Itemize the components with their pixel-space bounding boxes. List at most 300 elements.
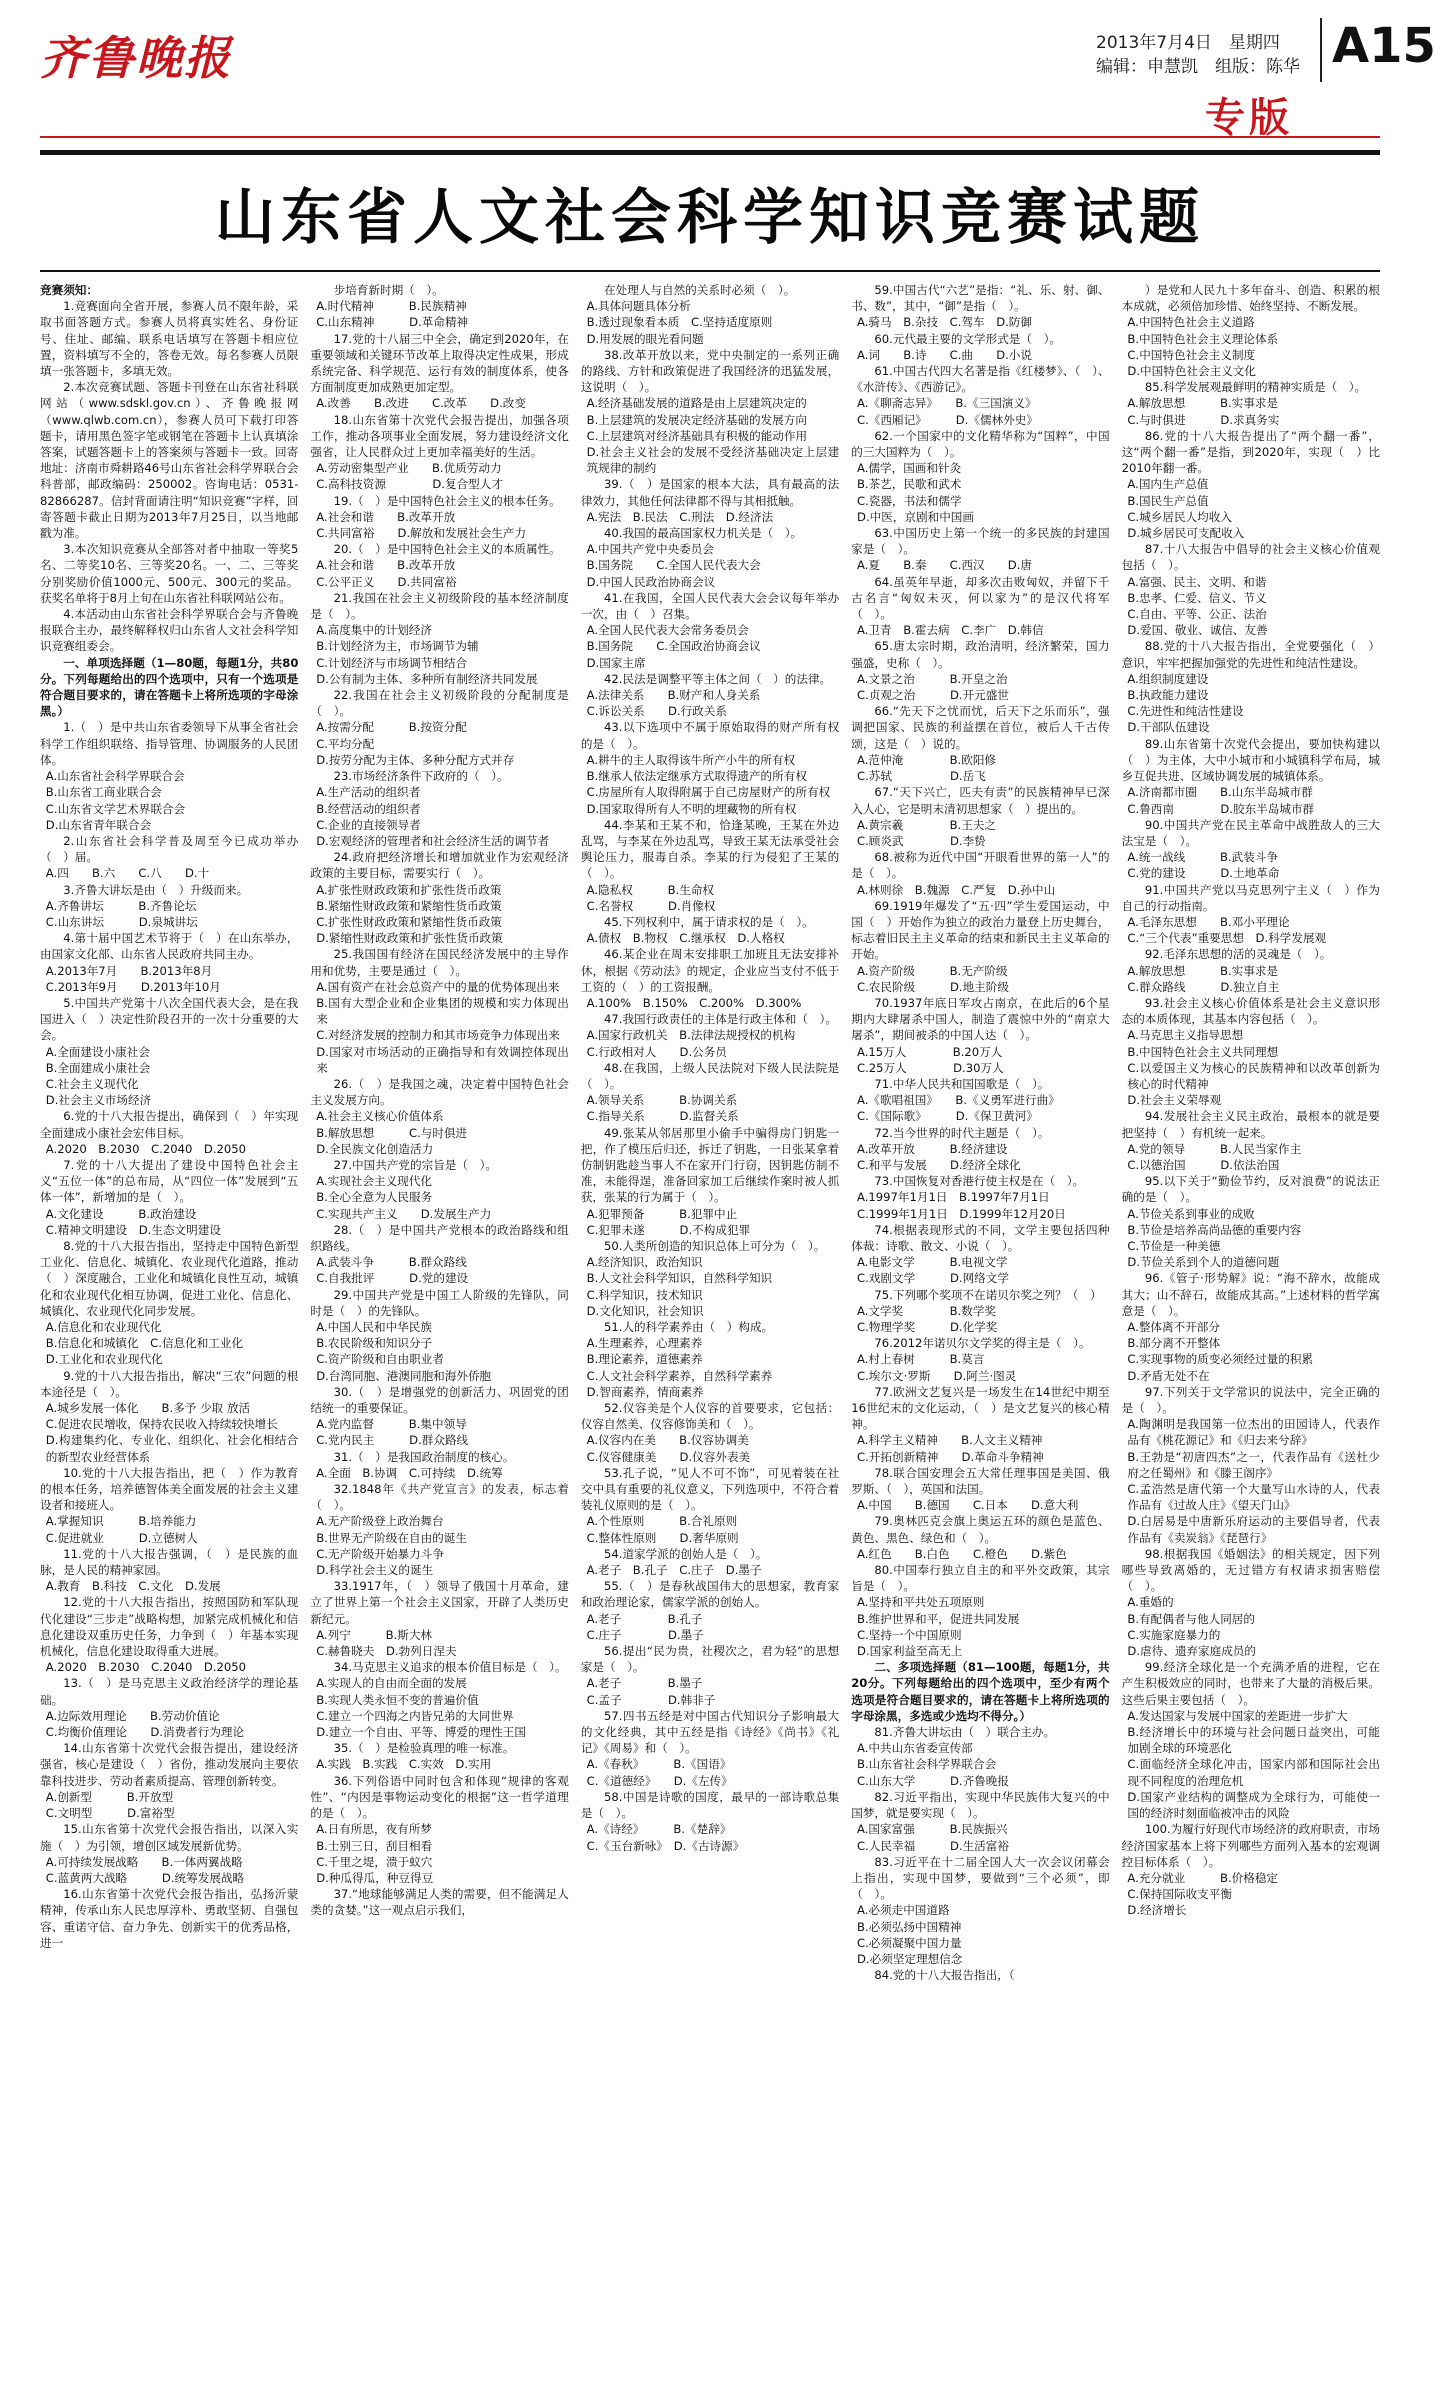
answer-option: C.人民幸福 D.生活富裕 xyxy=(857,1838,1009,1853)
answer-option: C.2013年9月 D.2013年10月 xyxy=(45,979,221,994)
answer-option: A.坚持和平共处五项原则 xyxy=(857,1595,985,1610)
answer-option: A.社会和谐 B.改革开放 xyxy=(316,509,456,524)
answer-option: A.党的领导 B.人民当家作主 xyxy=(1127,1141,1302,1156)
answer-option: A.马克思主义指导思想 xyxy=(1127,1028,1244,1043)
editor-credit: 编辑：申慧凯 组版：陈华 xyxy=(1096,57,1300,77)
answer-option: A.济南都市圈 B.山东半岛城市群 xyxy=(1127,785,1313,800)
answer-option: D.台湾同胞、港澳同胞和海外侨胞 xyxy=(316,1368,492,1383)
question-text: 99.经济全球化是一个充满矛盾的进程，它在产生积极效应的同时，也带来了大量的消极后果。这些后果主要包括（ ）。 xyxy=(1121,1660,1381,1707)
article-column xyxy=(851,282,1109,2370)
answer-option: A.耕牛的主人取得该牛所产小牛的所有权 xyxy=(586,752,796,767)
question-text: 81.齐鲁大讲坛由（ ）联合主办。 xyxy=(874,1725,1056,1740)
question-text: 89.山东省第十次党代会提出，要加快构建以（ ）为主体，大中小城市和小城镇科学布局，城乡互促共进、区域协调发展的城镇体系。 xyxy=(1121,736,1381,784)
answer-option: C.科学知识，技术知识 xyxy=(586,1287,703,1302)
answer-option: B.节俭是培养高尚品德的重要内容 xyxy=(1127,1222,1302,1237)
answer-option: A.解放思想 B.实事求是 xyxy=(1127,396,1279,411)
answer-option: B.中国特色社会主义共同理想 xyxy=(1127,1044,1279,1059)
answer-option: C.计划经济与市场调节相结合 xyxy=(316,655,468,670)
answer-option: A.词 B.诗 C.曲 D.小说 xyxy=(857,347,1032,362)
question-text: 88.党的十八大报告指出，全党要强化（ ）意识，牢牢把握加强党的先进性和纯洁性建设。 xyxy=(1121,639,1381,670)
answer-option: C.《玉台新咏》 D.《古诗源》 xyxy=(586,1838,745,1853)
question-text: 72.当今世界的时代主题是（ ）。 xyxy=(874,1125,1050,1140)
question-text: 83.习近平在十二届全国人大一次会议闭幕会上指出，实现中国梦，要做到“三个必须”，即（ ）。 xyxy=(851,1854,1110,1902)
answer-option: A.债权 B.物权 C.继承权 D.人格权 xyxy=(586,931,785,946)
answer-option: C.促进就业 D.立德树人 xyxy=(45,1530,198,1545)
answer-option: D.国家利益至高无上 xyxy=(857,1644,963,1659)
question-text: 22.我国在社会主义初级阶段的分配制度是（ ）。 xyxy=(310,688,569,719)
question-text: 48.在我国，上级人民法院对下级人民法院是（ ）。 xyxy=(580,1060,840,1091)
answer-option: B.透过现象看本质 C.坚持适度原则 xyxy=(586,315,773,330)
answer-option: A.改革开放 B.经济建设 xyxy=(857,1141,1008,1156)
answer-option: A.改善 B.改进 C.改革 D.改变 xyxy=(316,396,526,411)
answer-option: D.种瓜得瓜，种豆得豆 xyxy=(316,1870,434,1885)
answer-option: B.经济增长中的环境与社会问题日益突出，可能加剧全球的环境恶化 xyxy=(1127,1725,1381,1756)
question-text: 4.第十届中国艺术节将于（ ）在山东举办，由国家文化部、山东省人民政府共同主办。 xyxy=(40,931,299,962)
answer-option: A.中国共产党中央委员会 xyxy=(586,542,714,557)
question-text: 87.十八大报告中倡导的社会主义核心价值观包括（ ）。 xyxy=(1121,542,1381,573)
article-column xyxy=(40,282,298,2370)
answer-option: D.白居易是中唐新乐府运动的主要倡导者，代表作品有《卖炭翁》《琵琶行》 xyxy=(1127,1514,1381,1545)
question-text: 27.中国共产党的宗旨是（ ）。 xyxy=(333,1157,497,1172)
question-text: 42.民法是调整平等主体之间（ ）的法律。 xyxy=(604,671,832,686)
answer-option: D.爱国、敬业、诚信、友善 xyxy=(1127,623,1268,638)
answer-option: A.文学奖 B.数学奖 xyxy=(857,1303,997,1318)
answer-option: D.按劳分配为主体、多种分配方式并存 xyxy=(316,752,515,767)
answer-option: C.先进性和纯洁性建设 xyxy=(1127,704,1244,719)
question-text: 29.中国共产党是中国工人阶级的先锋队，同时是（ ）的先锋队。 xyxy=(310,1287,569,1318)
question-text: 53.孔子说，“见人不可不饰”，可见着装在社交中具有重要的礼仪意义，下列选项中，不符合着装礼仪原则的是（ ）。 xyxy=(580,1465,840,1513)
answer-option: A.骑马 B.杂技 C.驾车 D.防御 xyxy=(857,315,1032,330)
answer-option: B.世界无产阶级在自由的诞生 xyxy=(316,1530,467,1545)
answer-option: A.组织制度建设 xyxy=(1127,671,1209,686)
answer-option: B.国民生产总值 xyxy=(1127,493,1209,508)
answer-option: D.国家产业结构的调整成为全球行为，可能使一国的经济时刻面临被冲击的风险 xyxy=(1127,1789,1381,1821)
answer-option: A.社会主义核心价值体系 xyxy=(316,1109,444,1124)
masthead xyxy=(0,0,1436,141)
answer-option: D.社会主义市场经济 xyxy=(45,1093,152,1108)
answer-option: C.以德治国 D.依法治国 xyxy=(1127,1157,1280,1172)
answer-option: D.虐待、遗弃家庭成员的 xyxy=(1127,1644,1256,1659)
answer-option: D.建立一个自由、平等、博爱的理性王国 xyxy=(316,1725,526,1740)
question-text: 21.我国在社会主义初级阶段的基本经济制度是（ ）。 xyxy=(310,590,569,622)
question-text: 52.仪容美是个人仪容的首要要求，它包括：仪容自然美、仪容修饰美和（ ）。 xyxy=(580,1401,840,1432)
answer-option: C.房屋所有人取得附属于自己房屋财产的所有权 xyxy=(586,785,831,800)
answer-option: A.城乡发展一体化 B.多予 少取 放活 xyxy=(45,1401,251,1416)
answer-option: D.城乡居民可支配收入 xyxy=(1127,526,1245,541)
answer-option: A.个性原则 B.合礼原则 xyxy=(586,1514,738,1529)
question-text: 2.山东省社会科学普及周至今已成功举办（ ）届。 xyxy=(40,833,299,865)
section-heading: 竞赛须知： xyxy=(40,283,98,297)
answer-option: C.促进农民增收，保持农民收入持续较快增长 xyxy=(45,1417,278,1432)
answer-option: B.有配偶者与他人同居的 xyxy=(1127,1611,1255,1626)
answer-option: C.犯罪未遂 D.不构成犯罪 xyxy=(586,1222,751,1237)
question-text: 7.党的十八大提出了建设中国特色社会主义“五位一体”的总布局，从“四位一体”发展到“五体一体”，新增加的是（ ）。 xyxy=(40,1157,299,1205)
answer-option: B.国有大型企业和企业集团的规模和实力体现出来 xyxy=(316,995,569,1027)
question-text: 在处理人与自然的关系时必须（ ）。 xyxy=(604,283,796,297)
answer-option: C.鲁西南 D.胶东半岛城市群 xyxy=(1127,801,1315,816)
answer-option: A.陶渊明是我国第一位杰出的田园诗人，代表作品有《桃花源记》和《归去来兮辞》 xyxy=(1127,1417,1381,1448)
answer-option: B.士别三日，刮目相看 xyxy=(316,1838,433,1853)
article-column xyxy=(310,282,568,2370)
answer-option: D.国家主席 xyxy=(586,655,646,670)
answer-option: A.《春秋》 B.《国语》 xyxy=(586,1757,732,1772)
answer-option: B.国务院 C.全国政治协商会议 xyxy=(586,639,761,654)
answer-option: C.公平正义 D.共同富裕 xyxy=(316,574,457,589)
answer-option: A.列宁 B.斯大林 xyxy=(316,1627,433,1642)
answer-option: D.用发展的眼光看问题 xyxy=(586,331,704,346)
question-text: 64.虽英年早逝，却多次击败匈奴，并留下千古名言“匈奴未灭，何以家为”的是汉代将军（ ）。 xyxy=(851,574,1110,622)
answer-option: C.实现共产主义 D.发展生产力 xyxy=(316,1206,492,1221)
question-text: 91.中国共产党以马克思列宁主义（ ）作为自己的行动指南。 xyxy=(1121,882,1381,913)
question-text: 44.李某和王某不和，恰逢某晚，王某在外边乱骂，与李某在外边乱骂，导致王某无法承受社会舆论压力，服毒自杀。李某的行为侵犯了王某的（ ）。 xyxy=(580,817,840,881)
answer-option: C.面临经济全球化冲击，国家内部和国际社会出现不同程度的治理危机 xyxy=(1127,1757,1381,1788)
article-columns xyxy=(40,282,1380,2370)
answer-option: A.经济知识，政治知识 xyxy=(586,1255,703,1270)
question-text: 23.市场经济条件下政府的（ ）。 xyxy=(333,769,509,784)
answer-option: C.城乡居民人均收入 xyxy=(1127,509,1232,524)
answer-option: C.上层建筑对经济基础具有积极的能动作用 xyxy=(586,428,808,443)
answer-option: C.保持国际收支平衡 xyxy=(1127,1887,1232,1902)
newspaper-logo: 齐鲁晚报 xyxy=(40,31,232,85)
question-text: 41.在我国，全国人民代表大会会议每年举办一次，由（ ）召集。 xyxy=(580,590,840,622)
question-text: 33.1917年，（ ）领导了俄国十月革命，建立了世界上第一个社会主义国家，开辟了人类历史新纪元。 xyxy=(310,1579,569,1626)
question-text: 19.（ ）是中国特色社会主义的根本任务。 xyxy=(333,493,561,508)
answer-option: C.文明型 D.富裕型 xyxy=(45,1806,175,1821)
answer-option: A.老子 B.孔子 C.庄子 D.墨子 xyxy=(586,1563,762,1578)
answer-option: C.《道德经》 D.《左传》 xyxy=(586,1773,733,1788)
question-text: 54.道家学派的创始人是（ ）。 xyxy=(604,1546,768,1561)
answer-option: A.经济基础发展的道路是由上层建筑决定的 xyxy=(586,396,807,411)
question-text: 26.（ ）是我国之魂，决定着中国特色社会主义发展方向。 xyxy=(310,1076,569,1108)
question-text: 25.我国国有经济在国民经济发展中的主导作用和优势，主要是通过（ ）。 xyxy=(310,947,569,978)
answer-option: C.1999年1月1日 D.1999年12月20日 xyxy=(857,1206,1066,1221)
answer-option: B.执政能力建设 xyxy=(1127,688,1209,703)
answer-option: A.必须走中国道路 xyxy=(857,1903,950,1918)
answer-option: D.经济增长 xyxy=(1127,1903,1187,1918)
question-text: 57.四书五经是对中国古代知识分子影响最大的文化经典，其中五经是指《诗经》《尚书》《礼记》《周易》和（ ）。 xyxy=(580,1708,840,1756)
answer-option: C.扩张性财政政策和紧缩性货币政策 xyxy=(316,914,502,929)
answer-option: B.必须弘扬中国精神 xyxy=(857,1919,962,1934)
answer-option: D.文化知识，社会知识 xyxy=(586,1303,704,1318)
answer-option: B.全面建成小康社会 xyxy=(45,1060,151,1075)
question-text: 80.中国奉行独立自主的和平外交政策，其宗旨是（ ）。 xyxy=(851,1563,1110,1594)
answer-option: C.平均分配 xyxy=(316,736,375,751)
answer-option: D.构建集约化、专业化、组织化、社会化相结合的新型农业经营体系 xyxy=(45,1433,299,1464)
answer-option: A.重婚的 xyxy=(1127,1595,1174,1610)
answer-option: A.中国人民和中华民族 xyxy=(316,1320,432,1334)
question-text: 75.下列哪个奖项不在诺贝尔奖之列？（ ） xyxy=(874,1287,1102,1302)
answer-option: D.国家取得所有人不明的埋藏物的所有权 xyxy=(586,801,797,816)
question-text: 17.党的十八届三中全会，确定到2020年，在重要领域和关键环节改革上取得决定性成果，形成系统完备、科学规范、运行有效的制度体系，使各方面制度更加成熟更加定型。 xyxy=(310,331,569,395)
answer-option: B.实现人类永恒不变的普遍价值 xyxy=(316,1692,479,1707)
answer-option: C.名誉权 D.肖像权 xyxy=(586,898,716,913)
question-text: 67.“天下兴亡，匹夫有责”的民族精神早已深入人心，它是明末清初思想家（ ）提出的。 xyxy=(851,785,1110,816)
answer-option: A.边际效用理论 B.劳动价值论 xyxy=(45,1708,220,1723)
answer-option: C.庄子 D.墨子 xyxy=(586,1627,704,1642)
answer-option: B.继承人依法定继承方式取得遗产的所有权 xyxy=(586,769,807,784)
answer-option: D.国家对市场活动的正确指导和有效调控体现出来 xyxy=(316,1044,569,1075)
answer-option: D.节俭关系到个人的道德问题 xyxy=(1127,1255,1280,1270)
answer-option: D.中国人民政治协商会议 xyxy=(586,574,716,589)
answer-option: A.劳动密集型产业 B.优质劳动力 xyxy=(316,461,502,476)
answer-option: B.紧缩性财政政策和紧缩性货币政策 xyxy=(316,898,502,913)
answer-option: C.25万人 D.30万人 xyxy=(857,1060,1004,1075)
answer-option: B.国务院 C.全国人民代表大会 xyxy=(586,558,761,573)
answer-option: B.解放思想 C.与时俱进 xyxy=(316,1125,468,1140)
question-text: 98.根据我国《婚姻法》的相关规定，因下列哪些导致离婚的，无过错方有权请求损害赔偿（ ）。 xyxy=(1121,1546,1381,1594)
answer-option: A.中国 B.德国 C.日本 D.意大利 xyxy=(857,1498,1079,1513)
question-text: 79.奥林匹克会旗上奥运五环的颜色是蓝色、黄色、黑色、绿色和（ ）。 xyxy=(851,1514,1110,1545)
answer-option: D.社会主义社会的发展不受经济基础决定上层建筑规律的制约 xyxy=(586,445,840,476)
question-text: 65.唐太宗时期，政治清明，经济繁荣，国力强盛，史称（ ）。 xyxy=(851,639,1110,670)
answer-option: C.《西厢记》 D.《儒林外史》 xyxy=(857,412,1038,427)
answer-option: C.中国特色社会主义制度 xyxy=(1127,347,1256,362)
answer-option: C.与时俱进 D.求真务实 xyxy=(1127,412,1280,427)
answer-option: A.党内监督 B.集中领导 xyxy=(316,1417,467,1432)
answer-option: C.自我批评 D.党的建设 xyxy=(316,1271,469,1286)
answer-option: C.山东精神 D.革命精神 xyxy=(316,315,469,330)
question-text: 3.齐鲁大讲坛是由（ ）升级而来。 xyxy=(63,882,249,897)
answer-option: A.儒学，国画和针灸 xyxy=(857,461,962,476)
answer-option: C.和平与发展 D.经济全球化 xyxy=(857,1157,1021,1172)
question-text: 9.党的十八大报告指出，解决“三农”问题的根本途径是（ ）。 xyxy=(40,1368,299,1399)
answer-option: A.节俭关系到事业的成败 xyxy=(1127,1206,1255,1221)
answer-option: A.充分就业 B.价格稳定 xyxy=(1127,1870,1279,1885)
answer-option: C.节俭是一种美德 xyxy=(1127,1238,1221,1253)
answer-option: D.公有制为主体、多种所有制经济共同发展 xyxy=(316,671,538,686)
question-text: 51.人的科学素养由（ ）构成。 xyxy=(604,1320,774,1334)
question-text: 38.改革开放以来，党中央制定的一系列正确的路线、方针和政策促进了我国经济的迅猛发展，这说明（ ）。 xyxy=(580,347,840,395)
question-text: 15.山东省第十次党代会报告指出，以深入实施（ ）为引领，增创区域发展新优势。 xyxy=(40,1822,299,1853)
answer-option: C.社会主义现代化 xyxy=(45,1076,139,1091)
answer-option: C.指导关系 D.监督关系 xyxy=(586,1109,739,1124)
question-text: 1.竞赛面向全省开展，参赛人员不限年龄，采取书面答题方式。参赛人员将真实姓名、身份证号、住址、邮编、联系电话填写在答题卡相应位置，资料填写不全的，答卷无效。每名参赛人员限填一张答题卡，多填无效。 xyxy=(40,299,299,379)
question-text: 32.1848年《共产党宣言》的发表，标志着（ ）。 xyxy=(310,1482,569,1513)
answer-option: C.精神文明建设 D.生态文明建设 xyxy=(45,1222,221,1237)
answer-option: C.孟浩然是唐代第一个大量写山水诗的人，代表作品有《过故人庄》《望天门山》 xyxy=(1127,1482,1381,1513)
answer-option: B.忠孝、仁爱、信义、节义 xyxy=(1127,590,1267,605)
answer-option: D.必须坚定理想信念 xyxy=(857,1951,963,1966)
answer-option: C.《国际歌》 D.《保卫黄河》 xyxy=(857,1109,1038,1124)
answer-option: A.15万人 B.20万人 xyxy=(857,1044,1003,1059)
answer-option: C.群众路线 D.独立自主 xyxy=(1127,979,1280,994)
answer-option: C.必须凝聚中国力量 xyxy=(857,1935,962,1950)
answer-option: D.干部队伍建设 xyxy=(1127,720,1210,735)
answer-option: D.全民族文化创造活力 xyxy=(316,1141,434,1156)
question-text: 31.（ ）是我国政治制度的核心。 xyxy=(333,1449,515,1464)
question-text: 86.党的十八大报告提出了“两个翻一番”，这“两个翻一番”是指，到2020年，实现（ ）比2010年翻一番。 xyxy=(1121,428,1381,476)
answer-option: B.农民阶级和知识分子 xyxy=(316,1336,433,1351)
answer-option: C.党的建设 D.土地革命 xyxy=(1127,866,1280,881)
question-text: 34.马克思主义追求的根本价值目标是（ ）。 xyxy=(333,1660,567,1675)
question-text: 49.张某从邻居那里小偷手中骗得房门钥匙一把，作了模压后归还，拆迁了钥匙，一日张某拿着仿制钥匙趁当事人不在家开门行窃，因钥匙仿制不准，未能得逞，准备回家加工后继续作案时被人抓获，张某的行为属于（ ）。 xyxy=(580,1125,840,1205)
answer-option: A.2020 B.2030 C.2040 D.2050 xyxy=(45,1660,247,1675)
question-text: 76.2012年诺贝尔文学奖的得主是（ ）。 xyxy=(874,1336,1091,1351)
answer-option: A.国家富强 B.民族振兴 xyxy=(857,1822,1008,1837)
section-heading: 一、单项选择题（1—80题，每题1分，共80分。下列每题给出的四个选项中，只有一个选项是符合题目要求的，请在答题卡上将所选项的字母涂黑。） xyxy=(40,655,299,719)
answer-option: B.经营活动的组织者 xyxy=(316,801,421,816)
answer-option: A.统一战线 B.武装斗争 xyxy=(1127,850,1279,865)
answer-option: C.苏轼 D.岳飞 xyxy=(857,769,986,784)
question-text: 56.提出“民为贵，社稷次之，君为轻”的思想家是（ ）。 xyxy=(580,1644,840,1675)
answer-option: A.100% B.150% C.200% D.300% xyxy=(586,995,802,1010)
question-text: 61.中国古代四大名著是指《红楼梦》、（ ）、《水浒传》、《西游记》。 xyxy=(851,364,1110,395)
answer-option: C.企业的直接领导者 xyxy=(316,817,421,832)
answer-option: C.整体性原则 D.奢华原则 xyxy=(586,1530,739,1545)
answer-option: A.实践 B.实践 C.实效 D.实用 xyxy=(316,1757,492,1772)
question-text: 96.《管子·形势解》说：“海不辞水，故能成其大；山不辞石，故能成其高。”上述材料的哲学寓意是（ ）。 xyxy=(1121,1271,1381,1318)
answer-option: A.文景之治 B.开皇之治 xyxy=(857,671,1008,686)
question-text: 84.党的十八大报告指出，（ xyxy=(874,1968,1027,1983)
answer-option: A.富强、民主、文明、和谐 xyxy=(1127,574,1267,589)
answer-option: C.赫鲁晓夫 D.勃列日涅夫 xyxy=(316,1644,457,1659)
answer-option: B.中国特色社会主义理论体系 xyxy=(1127,331,1279,346)
answer-option: A.按需分配 B.按资分配 xyxy=(316,720,467,735)
answer-option: A.四 B.六 C.八 D.十 xyxy=(45,866,210,881)
answer-option: C.以爱国主义为核心的民族精神和以改革创新为核心的时代精神 xyxy=(1127,1060,1381,1091)
question-text: 4.本活动由山东省社会科学界联合会与齐鲁晚报联合主办，最终解释权归山东省人文社会科学知识竞赛组委会。 xyxy=(40,607,299,654)
answer-option: A.国有资产在社会总资产中的量的优势体现出来 xyxy=(316,979,560,994)
question-text: 97.下列关于文学常识的说法中，完全正确的是（ ）。 xyxy=(1121,1384,1381,1416)
question-text: 74.根据表现形式的不同，文学主要包括四种体裁：诗歌、散文、小说（ ）。 xyxy=(851,1222,1110,1253)
question-text: 18.山东省第十次党代会报告提出，加强各项工作，推动各项事业全面发展，努力建设经济文化强省，让人民群众过上更加幸福美好的生活。 xyxy=(310,412,569,460)
answer-option: A.红色 B.白色 C.橙色 D.紫色 xyxy=(857,1546,1067,1561)
answer-option: C.资产阶级和自由职业者 xyxy=(316,1352,444,1367)
answer-option: A.电影文学 B.电视文学 xyxy=(857,1255,1008,1270)
answer-option: A.齐鲁讲坛 B.齐鲁论坛 xyxy=(45,898,197,913)
answer-option: A.全国人民代表大会常务委员会 xyxy=(586,623,749,638)
answer-option: A.《歌唱祖国》 B.《义勇军进行曲》 xyxy=(857,1093,1060,1108)
question-text: 50.人类所创造的知识总体上可分为（ ）。 xyxy=(604,1238,826,1253)
answer-option: A.文化建设 B.政治建设 xyxy=(45,1206,197,1221)
question-text: 5.中国共产党第十八次全国代表大会，是在我国进入（ ）决定性阶段召开的一次十分重要的大会。 xyxy=(40,995,299,1043)
answer-option: A.村上春树 B.莫言 xyxy=(857,1352,985,1367)
answer-option: A.2013年7月 B.2013年8月 xyxy=(45,963,213,978)
question-text: 28.（ ）是中国共产党根本的政治路线和组织路线。 xyxy=(310,1222,569,1253)
issue-date: 2013年7月4日 星期四 xyxy=(1096,33,1280,53)
answer-option: A.黄宗羲 B.王夫之 xyxy=(857,817,997,832)
question-text: 70.1937年底日军攻占南京，在此后的6个星期内大肆屠杀中国人，制造了震惊中外的“南京大屠杀”，期间被杀的中国人达（ ）。 xyxy=(851,995,1110,1043)
question-text: 85.科学发展观最鲜明的精神实质是（ ）。 xyxy=(1144,380,1367,395)
answer-option: A.解放思想 B.实事求是 xyxy=(1127,963,1279,978)
answer-option: A.扩张性财政政策和扩张性货币政策 xyxy=(316,882,502,897)
question-text: 60.元代最主要的文学形式是（ ）。 xyxy=(874,331,1061,346)
answer-option: B.信息化和城镇化 C.信息化和工业化 xyxy=(45,1336,244,1351)
answer-option: A.中共山东省委宣传部 xyxy=(857,1741,973,1756)
answer-option: B.理论素养，道德素养 xyxy=(586,1352,703,1367)
answer-option: A.可持续发展战略 B.一体两翼战略 xyxy=(45,1854,243,1869)
answer-option: C.山东省文学艺术界联合会 xyxy=(45,801,186,816)
answer-option: C.实现事物的质变必须经过量的积累 xyxy=(1127,1352,1314,1367)
question-text: 20.（ ）是中国特色社会主义的本质属性。 xyxy=(333,542,561,557)
answer-option: B.全心全意为人民服务 xyxy=(316,1190,433,1205)
answer-option: A.林则徐 B.魏源 C.严复 D.孙中山 xyxy=(857,882,1056,897)
answer-option: A.宪法 B.民法 C.刑法 D.经济法 xyxy=(586,509,774,524)
answer-option: A.日有所思，夜有所梦 xyxy=(316,1822,432,1837)
answer-option: C.诉讼关系 D.行政关系 xyxy=(586,704,727,719)
question-text: 6.党的十八大报告提出，确保到（ ）年实现全面建成小康社会宏伟目标。 xyxy=(40,1109,299,1140)
answer-option: A.夏 B.秦 C.西汉 D.唐 xyxy=(857,558,1032,573)
question-text: 68.被称为近代中国“开眼看世界的第一人”的是（ ）。 xyxy=(851,850,1110,881)
question-text: 77.欧洲文艺复兴是一场发生在14世纪中期至16世纪末的文化运动，（ ）是文艺复兴的核心精神。 xyxy=(851,1384,1110,1432)
answer-option: A.仪容内在美 B.仪容协调美 xyxy=(586,1433,749,1448)
answer-option: A.卫青 B.霍去病 C.李广 D.韩信 xyxy=(857,623,1044,638)
question-text: 69.1919年爆发了“五·四”学生爱国运动，中国（ ）开始作为独立的政治力量登上历史舞台，标志着旧民主主义革命的结束和新民主主义革命的开始。 xyxy=(851,898,1110,962)
answer-option: B.人文社会科学知识，自然科学知识 xyxy=(586,1271,773,1286)
page-title: 山东省人文社会科学知识竞赛试题 xyxy=(215,182,1205,253)
question-text: 3.本次知识竞赛从全部答对者中抽取一等奖5名、二等奖10名、三等奖20名。一、二、三等奖分别奖励价值1000元、500元、300元的奖品。获奖名单将于8月上旬在山东省社科联网站公布。 xyxy=(40,542,299,605)
answer-option: C.农民阶级 D.地主阶级 xyxy=(857,979,1009,994)
question-text: 13.（ ）是马克思主义政治经济学的理论基础。 xyxy=(40,1676,299,1707)
answer-option: B.部分离不开整体 xyxy=(1127,1336,1221,1351)
answer-option: A.1997年1月1日 B.1997年7月1日 xyxy=(857,1190,1050,1205)
answer-option: C.埃尔文·罗斯 D.阿兰·图灵 xyxy=(857,1368,1017,1383)
question-text: 11.党的十八大报告强调，（ ）是民族的血脉，是人民的精神家园。 xyxy=(40,1546,299,1578)
question-text: ）是党和人民九十多年奋斗、创造、积累的根本成就，必须倍加珍惜、始终坚持、不断发展。 xyxy=(1121,283,1381,314)
question-text: 16.山东省第十次党代会报告指出，弘扬沂蒙精神，传承山东人民忠厚淳朴、勇敢坚韧、自强包容、重诺守信、奋力争先、创新实干的优秀品格，进一 xyxy=(40,1887,299,1950)
answer-option: D.科学社会主义的诞生 xyxy=(316,1563,434,1578)
answer-option: A.犯罪预备 B.犯罪中止 xyxy=(586,1206,738,1221)
article-column xyxy=(1122,282,1380,2370)
question-text: 94.发展社会主义民主政治，最根本的就是要把坚持（ ）有机统一起来。 xyxy=(1121,1109,1381,1140)
answer-option: A.时代精神 B.民族精神 xyxy=(316,299,467,314)
answer-option: A.实现人的自由而全面的发展 xyxy=(316,1676,467,1691)
answer-option: B.山东省工商业联合会 xyxy=(45,785,162,800)
answer-option: A.隐私权 B.生命权 xyxy=(586,882,715,897)
headline-box xyxy=(40,150,1380,272)
question-text: 59.中国古代“六艺”是指：“礼、乐、射、御、书、数”，其中，“御”是指（ ）。 xyxy=(851,283,1110,314)
question-text: 47.我国行政责任的主体是行政主体和（ ）。 xyxy=(604,1012,837,1027)
answer-option: A.生理素养，心理素养 xyxy=(586,1336,703,1351)
answer-option: A.无产阶级登上政治舞台 xyxy=(316,1514,444,1529)
answer-option: C.自由、平等、公正、法治 xyxy=(1127,607,1267,622)
answer-option: A.实现社会主义现代化 xyxy=(316,1174,432,1189)
answer-option: A.《聊斋志异》 B.《三国演义》 xyxy=(857,396,1037,411)
section-label: 专版 xyxy=(1205,95,1293,141)
answer-option: C.千里之堤，溃于蚁穴 xyxy=(316,1854,433,1869)
answer-option: B.王勃是“初唐四杰”之一，代表作品有《送杜少府之任蜀州》和《滕王阁序》 xyxy=(1127,1449,1381,1480)
answer-option: C.戏剧文学 D.网络文学 xyxy=(857,1271,1009,1286)
answer-option: B.山东省社会科学界联合会 xyxy=(857,1757,997,1772)
answer-option: A.发达国家与发展中国家的差距进一步扩大 xyxy=(1127,1708,1348,1723)
answer-option: C.对经济发展的控制力和其市场竞争力体现出来 xyxy=(316,1028,560,1043)
answer-option: C.坚持一个中国原则 xyxy=(857,1627,962,1642)
question-text: 40.我国的最高国家权力机关是（ ）。 xyxy=(604,526,803,541)
answer-option: C.山东大学 D.齐鲁晚报 xyxy=(857,1773,1009,1788)
answer-option: C.孟子 D.韩非子 xyxy=(586,1692,716,1707)
question-text: 24.政府把经济增长和增加就业作为宏观经济政策的主要目标，需要实行（ ）。 xyxy=(310,850,569,881)
answer-option: A.全面建设小康社会 xyxy=(45,1044,150,1059)
question-text: 39.（ ）是国家的根本大法，具有最高的法律效力，其他任何法律都不得与其相抵触。 xyxy=(580,477,840,508)
question-text: 步培育新时期（ ）。 xyxy=(333,283,444,297)
section-heading: 二、多项选择题（81—100题，每题1分，共20分。下列每题给出的四个选项中，至少有两个选项是符合题目要求的，请在答题卡上将所选项的字母涂黑，多选或少选均不得分。） xyxy=(851,1660,1110,1723)
question-text: 1.（ ）是中共山东省委领导下从事全省社会科学工作组织联络、指导管理、协调服务的人民团体。 xyxy=(40,720,299,767)
answer-option: A.资产阶级 B.无产阶级 xyxy=(857,963,1008,978)
answer-option: A.《诗经》 B.《楚辞》 xyxy=(586,1822,732,1837)
answer-option: C.行政相对人 D.公务员 xyxy=(586,1044,727,1059)
answer-option: A.社会和谐 B.改革开放 xyxy=(316,558,456,573)
answer-option: C.“三个代表”重要思想 D.科学发展观 xyxy=(1127,931,1327,946)
question-text: 37.“地球能够满足人类的需要，但不能满足人类的贪婪。”这一观点启示我们， xyxy=(310,1887,569,1918)
answer-option: C.无产阶级开始暴力斗争 xyxy=(316,1546,444,1561)
answer-option: C.物理学奖 D.化学奖 xyxy=(857,1320,998,1334)
answer-option: C.党内民主 D.群众路线 xyxy=(316,1433,469,1448)
article-column xyxy=(581,282,839,2370)
question-text: 92.毛泽东思想的活的灵魂是（ ）。 xyxy=(1144,947,1332,962)
answer-option: D.中国特色社会主义文化 xyxy=(1127,364,1256,379)
answer-option: D.紧缩性财政政策和扩张性货币政策 xyxy=(316,931,503,946)
question-text: 14.山东省第十次党代会报告提出，建设经济强省，核心是建设（ ）省份，推动发展向主要依靠科技进步、劳动者素质提高、管理创新转变。 xyxy=(40,1741,299,1788)
